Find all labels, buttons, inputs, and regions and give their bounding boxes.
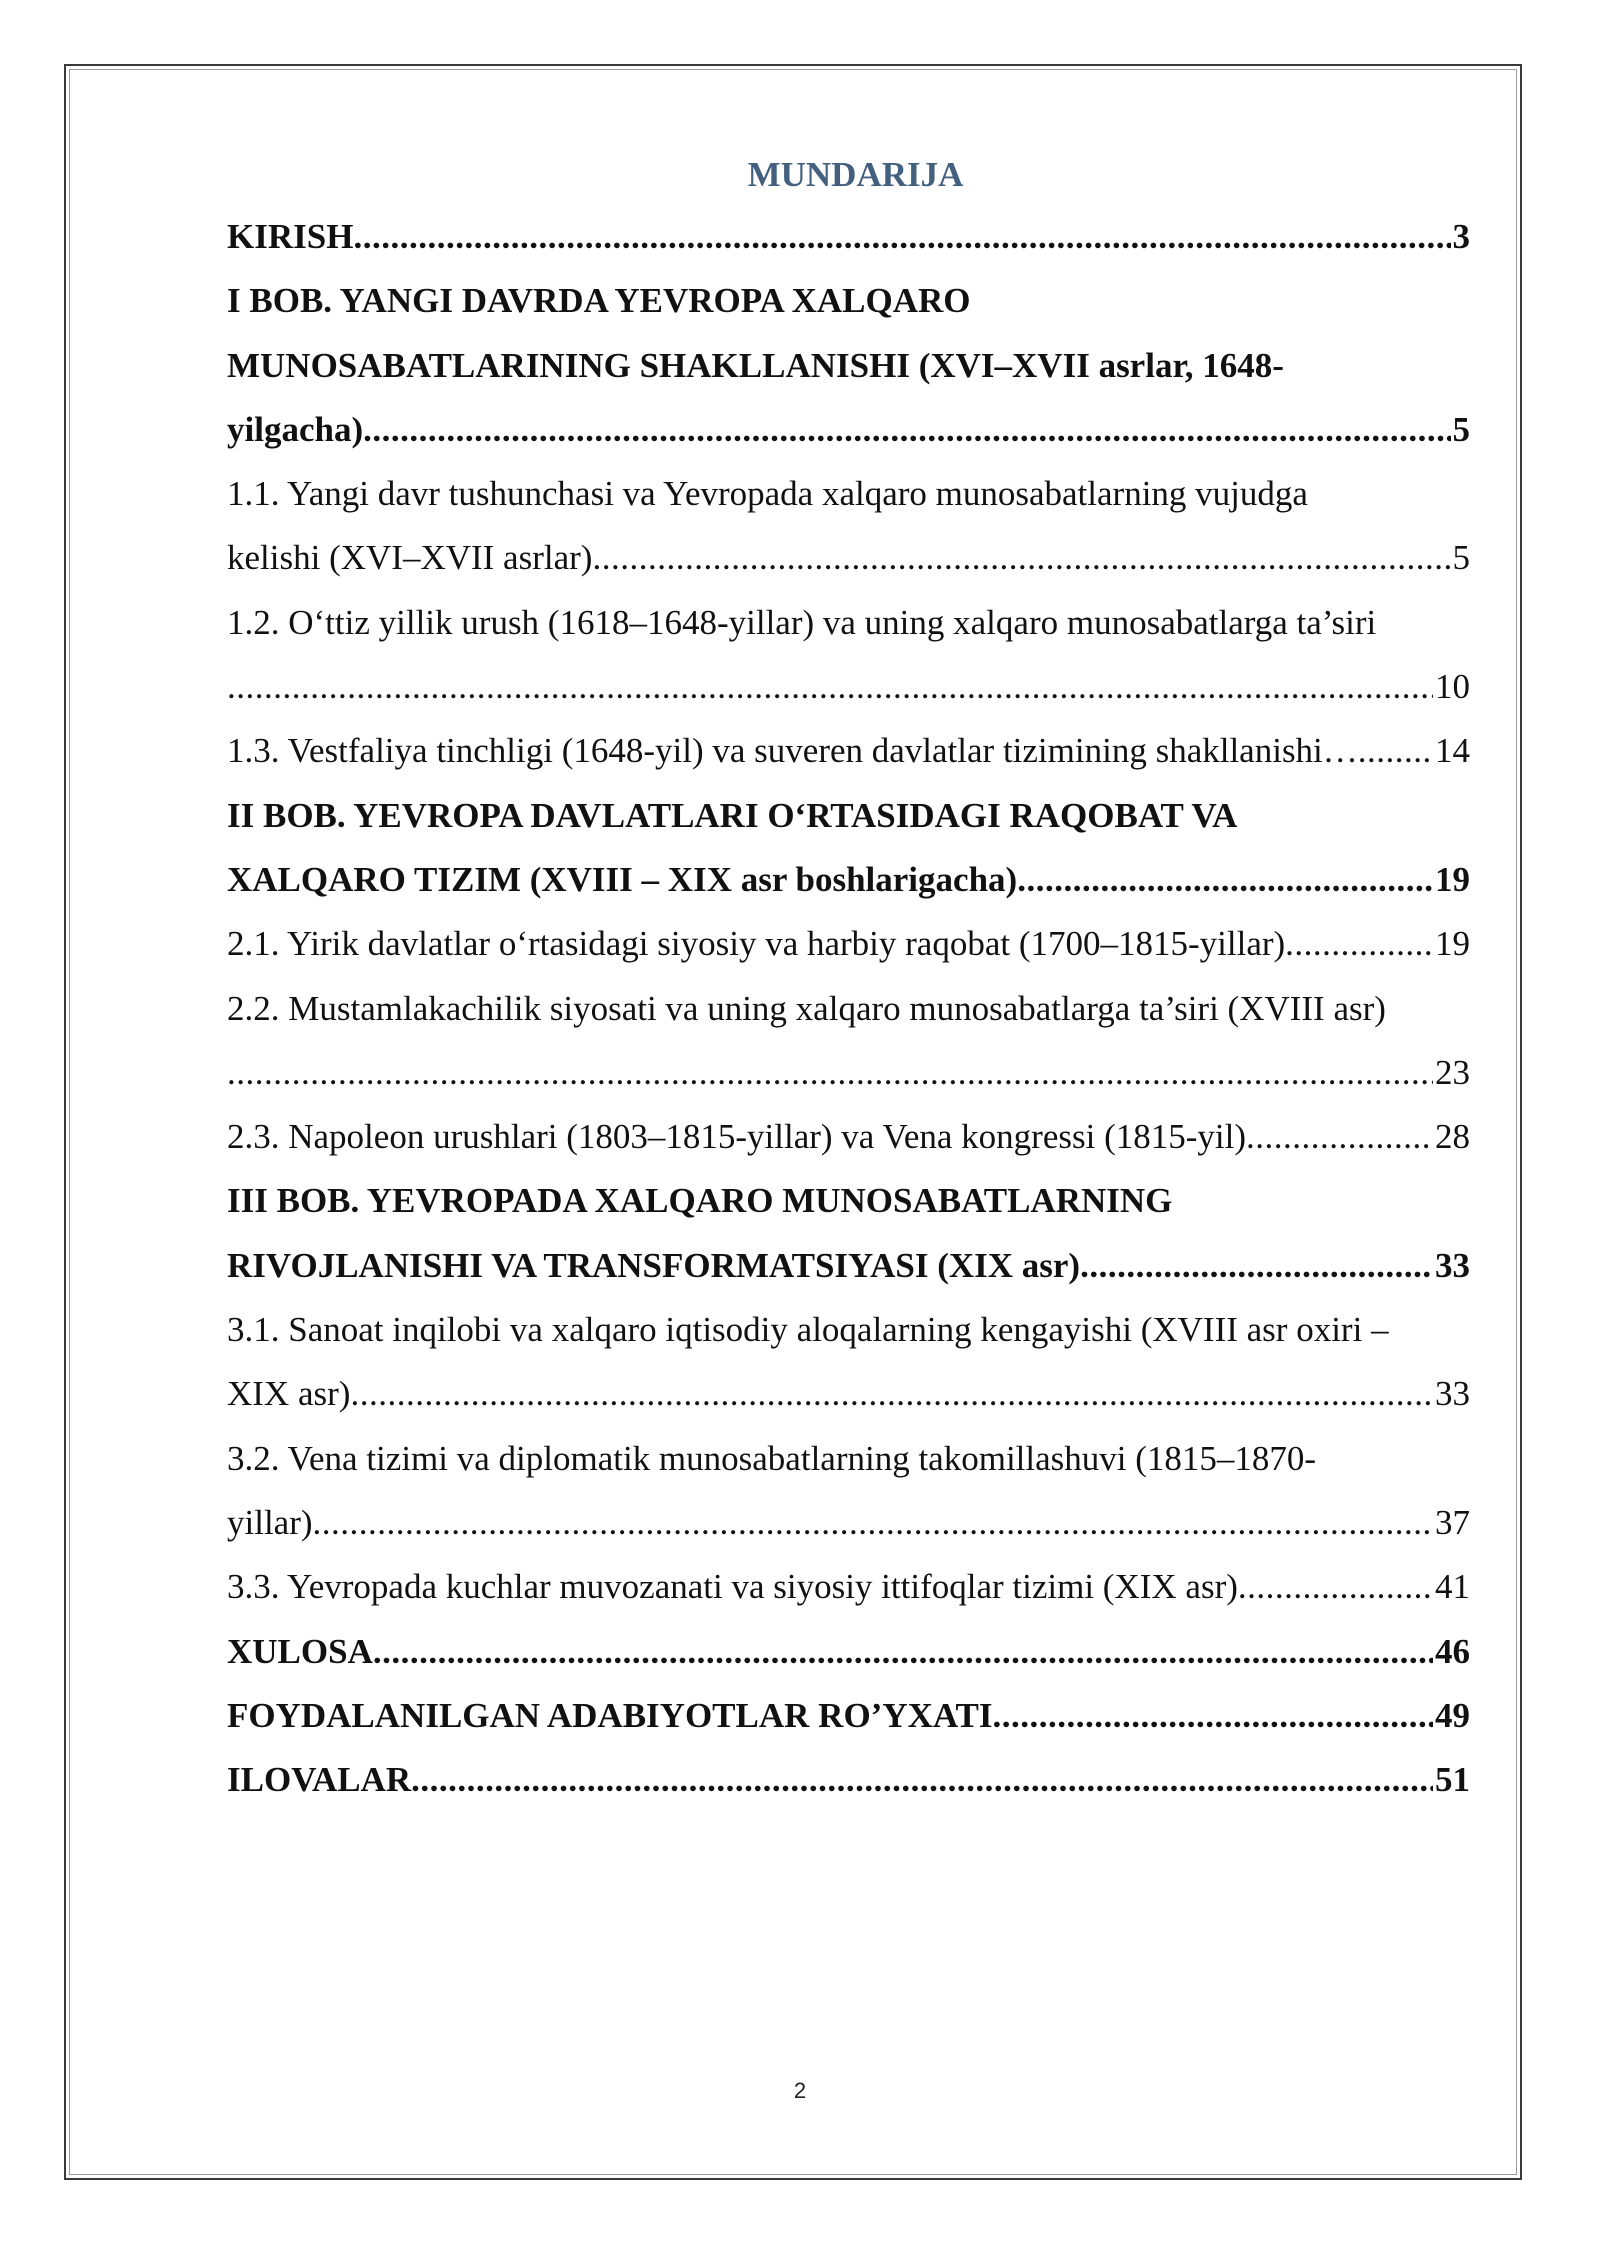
toc-entry[interactable] [227,1427,1470,1556]
toc-page-number: 23 [1435,1052,1470,1092]
toc-entry-text-line: 1.2. O‘ttiz yillik urush (1618–1648-yillar) va uning xalqaro munosabatlarga ta’siri [227,602,1377,642]
dot-leader [1246,1105,1433,1169]
toc-page-number: 5 [1452,409,1470,449]
toc-page-number: 14 [1435,731,1470,771]
toc-page-number: 19 [1435,859,1470,899]
toc-entry[interactable] [227,912,1470,976]
dot-leader [350,1362,1433,1426]
toc-entry[interactable] [227,1620,1470,1684]
toc-page-number: 37 [1435,1502,1470,1542]
toc-entry-final-line [227,1684,1470,1748]
toc-title: MUNDARIJA [747,155,964,194]
toc-entry-title: 2.3. Napoleon urushlari (1803–1815-yillar) va Vena kongressi (1815-yil) [227,1117,1246,1157]
toc-entry[interactable] [227,269,1470,462]
toc-entry-title: 2.1. Yirik davlatlar o‘rtasidagi siyosiy va harbiy raqobat (1700–1815-yillar) [227,924,1286,964]
toc-page-number: 5 [1452,538,1470,578]
dot-leader [353,205,1450,269]
toc-entry-final-line [227,1491,1470,1555]
table-of-contents [227,145,1470,1812]
toc-entry-final-line [227,1234,1470,1298]
toc-entry[interactable] [227,591,1470,720]
toc-entry-final-line [227,526,1470,590]
toc-page-number: 19 [1435,924,1470,964]
toc-page-number: 51 [1435,1760,1470,1800]
page-number: 2 [793,2078,807,2103]
dot-leader [592,526,1450,590]
toc-entry-final-line [227,1362,1470,1426]
toc-entry-final-line [227,205,1470,269]
toc-entry[interactable] [227,462,1470,591]
dot-leader [993,1684,1433,1748]
toc-entry-text-line: 2.2. Mustamlakachilik siyosati va uning xalqaro munosabatlarga ta’siri (XVIII asr) [227,988,1386,1028]
toc-entry-final-line [227,1555,1470,1619]
toc-entry-title: yilgacha) [227,409,364,449]
dot-leader [373,1620,1433,1684]
toc-entry[interactable] [227,1684,1470,1748]
toc-entry-final-line [227,912,1470,976]
toc-entry-text-line: 1.1. Yangi davr tushunchasi va Yevropada xalqaro munosabatlarning vujudga [227,474,1308,514]
dot-leader [227,1041,1433,1105]
toc-entry[interactable] [227,1298,1470,1427]
dot-leader [1238,1555,1433,1619]
toc-entry-title: XIX asr) [227,1374,351,1414]
toc-entry-title: RIVOJLANISHI VA TRANSFORMATSIYASI (XIX asr) [227,1245,1081,1285]
toc-entry-title: yillar) [227,1502,313,1542]
dot-leader [411,1748,1433,1812]
toc-entry-final-line [227,655,1470,719]
toc-entry-text-line: 3.2. Vena tizimi va diplomatik munosabatlarning takomillashuvi (1815–1870- [227,1438,1317,1478]
dot-leader [363,398,1450,462]
toc-entry[interactable] [227,205,1470,269]
toc-page-number: 33 [1435,1245,1470,1285]
toc-entry-text-line: III BOB. YEVROPADA XALQARO MUNOSABATLARNING [227,1181,1173,1221]
toc-entry-title: kelishi (XVI–XVII asrlar) [227,538,593,578]
toc-entry[interactable] [227,1169,1470,1298]
dot-leader [1080,1234,1433,1298]
toc-page-number: 46 [1435,1631,1470,1671]
toc-entry-final-line [227,1105,1470,1169]
toc-entry[interactable] [227,784,1470,913]
dot-leader [313,1491,1433,1555]
toc-list [227,205,1470,1812]
toc-page-number: 41 [1435,1567,1470,1607]
toc-entry-title: XULOSA [227,1631,373,1671]
toc-entry-text-line: MUNOSABATLARINING SHAKLLANISHI (XVI–XVII asrlar, 1648- [227,345,1284,385]
dot-leader [227,655,1433,719]
toc-entry-title: 1.3. Vestfaliya tinchligi (1648-yil) va suveren davlatlar tizimining shakllanishi… [227,731,1358,771]
toc-entry[interactable] [227,1555,1470,1619]
toc-entry-final-line [227,1748,1470,1812]
toc-entry[interactable] [227,1748,1470,1812]
toc-page-number: 10 [1435,667,1470,707]
toc-entry-final-line [227,848,1470,912]
dot-leader [1358,719,1433,783]
dot-leader [1285,912,1433,976]
toc-entry-text-line: II BOB. YEVROPA DAVLATLARI O‘RTASIDAGI RAQOBAT VA [227,795,1238,835]
toc-entry-final-line [227,1041,1470,1105]
toc-entry[interactable] [227,1105,1470,1169]
toc-entry-title: FOYDALANILGAN ADABIYOTLAR RO’YXATI [227,1695,993,1735]
toc-page-number: 28 [1435,1117,1470,1157]
toc-entry-final-line [227,1620,1470,1684]
toc-entry-title: ILOVALAR [227,1760,412,1800]
toc-page-number: 3 [1452,217,1470,256]
toc-entry[interactable] [227,719,1470,783]
toc-entry-text-line: I BOB. YANGI DAVRDA YEVROPA XALQARO [227,281,971,321]
toc-entry[interactable] [227,977,1470,1106]
dot-leader [1017,848,1433,912]
toc-entry-title: KIRISH [227,217,354,256]
toc-page-number: 49 [1435,1695,1470,1735]
toc-entry-title: XALQARO TIZIM (XVIII – XIX asr boshlarigacha) [227,859,1018,899]
toc-page-number: 33 [1435,1374,1470,1414]
toc-entry-final-line [227,398,1470,462]
toc-entry-text-line: 3.1. Sanoat inqilobi va xalqaro iqtisodiy aloqalarning kengayishi (XVIII asr oxiri – [227,1310,1389,1350]
toc-entry-final-line [227,719,1470,783]
toc-entry-title: 3.3. Yevropada kuchlar muvozanati va siyosiy ittifoqlar tizimi (XIX asr) [227,1567,1238,1607]
